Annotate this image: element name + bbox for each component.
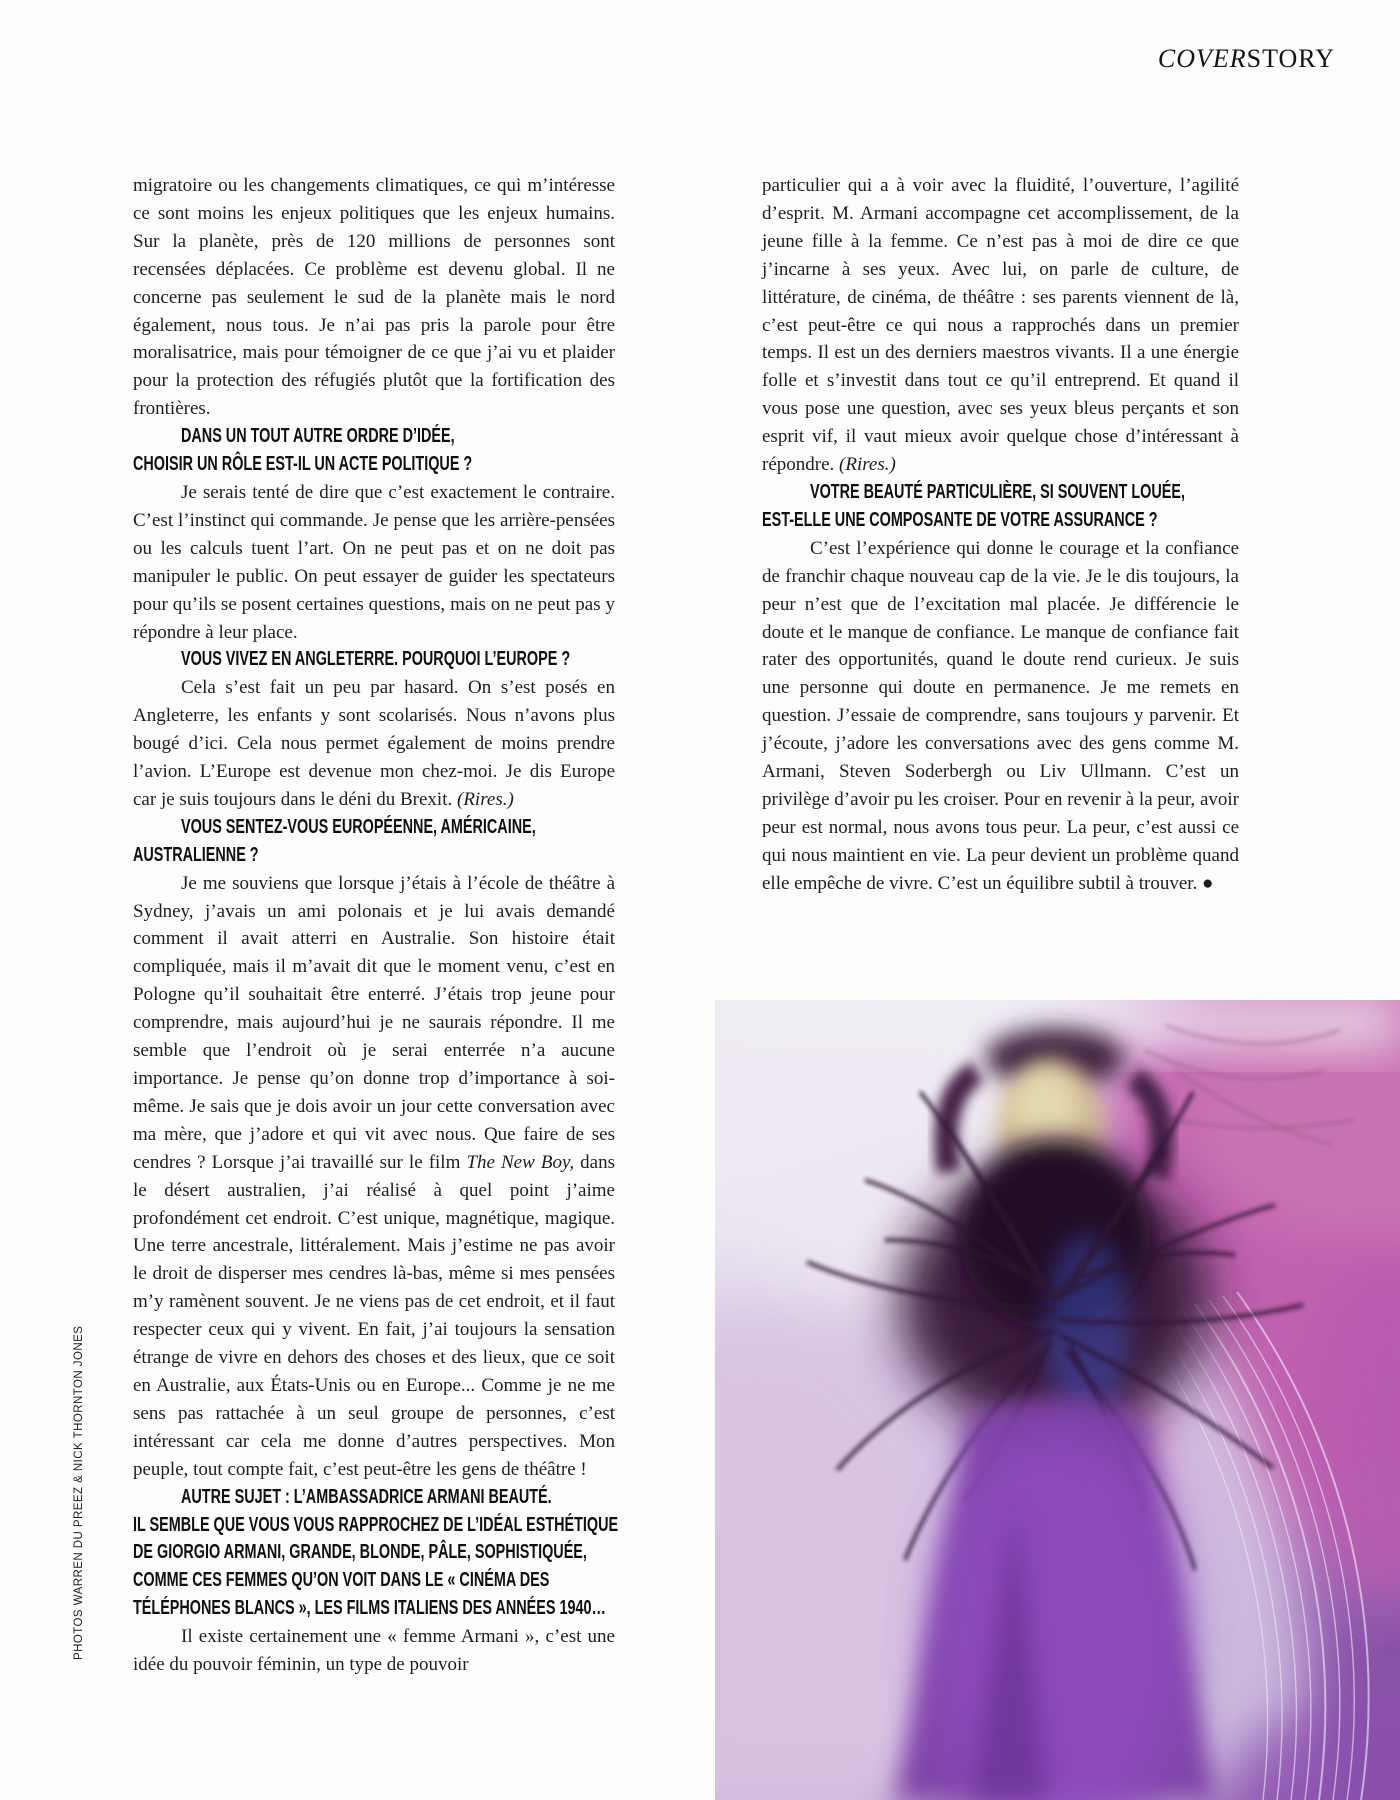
interview-answer: [133, 674, 615, 814]
article-column-left: [133, 172, 619, 1679]
interview-question: [133, 646, 615, 674]
question-line: TÉLÉPHONES BLANCS », LES FILMS ITALIENS DES ANNÉES 1940…: [133, 1597, 606, 1620]
question-line: COMME CES FEMMES QU’ON VOIT DANS LE « CINÉMA DES: [133, 1569, 550, 1592]
interview-question: [133, 1484, 619, 1624]
question-line: VOUS VIVEZ EN ANGLETERRE. POURQUOI L’EUROPE ?: [181, 648, 571, 671]
question-line: VOTRE BEAUTÉ PARTICULIÈRE, SI SOUVENT LOUÉE,: [810, 480, 1185, 503]
question-line: AUTRE SUJET : L’AMBASSADRICE ARMANI BEAUTÉ.: [181, 1485, 552, 1508]
answer-paragraph: Je serais tenté de dire que c’est exactement le contraire. C’est l’instinct qui commande. Je pense que les arrière-pensées ou les calculs tuent l’art. On ne peut pas et on ne doit pas manipuler le public. On peut essayer de guider les spectateurs pour qu’ils se posent certaines questions, mais on ne peut pas y répondre à leur place.: [133, 481, 615, 643]
interview-answer: [762, 535, 1239, 898]
section-header-story: STORY: [1246, 44, 1335, 73]
cover-photo: [715, 1000, 1400, 1800]
interview-answer: [133, 1623, 615, 1679]
question-line: CHOISIR UN RÔLE EST-IL UN ACTE POLITIQUE ?: [133, 453, 473, 476]
section-header-cover: COVER: [1157, 44, 1247, 73]
interview-answer: [133, 172, 615, 423]
answer-paragraph: Cela s’est fait un peu par hasard. On s’est posés en Angleterre, les enfants y sont scolarisés. Nous n’avons plus bougé d’ici. Cela nous permet également de moins prendre l’avion. L’Europe est devenue mon chez-moi. Je dis Europe car je suis toujours dans le déni du Brexit. (Rires.): [133, 677, 615, 810]
interview-question: [133, 814, 615, 870]
interview-answer: [133, 870, 615, 1484]
question-line: DE GIORGIO ARMANI, GRANDE, BLONDE, PÂLE, SOPHISTIQUÉE,: [133, 1541, 587, 1564]
question-line: VOUS SENTEZ-VOUS EUROPÉENNE, AMÉRICAINE,: [181, 815, 536, 838]
answer-paragraph: Il existe certainement une « femme Armani », c’est une idée du pouvoir féminin, un type de pouvoir: [133, 1626, 615, 1676]
question-line: AUSTRALIENNE ?: [133, 843, 259, 866]
article-column-right: [762, 172, 1239, 898]
interview-answer: [762, 172, 1239, 479]
question-line: DANS UN TOUT AUTRE ORDRE D’IDÉE,: [181, 425, 455, 448]
interview-answer: [133, 479, 615, 646]
photo-credit: PHOTOS WARREN DU PREEZ & NICK THORNTON JONES: [73, 1325, 85, 1660]
answer-paragraph: migratoire ou les changements climatiques, ce qui m’intéresse ce sont moins les enjeux politiques que les enjeux humains. Sur la planète, près de 120 millions de personnes sont recensées déplacées. Ce problème est devenu global. Il ne concerne pas seulement le sud de la planète mais le nord également, nous tous. Je n’ai pas pris la parole pour être moralisatrice, mais pour témoigner de ce que j’ai vu et plaider pour la protection des réfugiés plutôt que la fortification des frontières.: [133, 175, 615, 420]
question-line: IL SEMBLE QUE VOUS VOUS RAPPROCHEZ DE L’IDÉAL ESTHÉTIQUE: [133, 1513, 619, 1536]
answer-paragraph: Je me souviens que lorsque j’étais à l’école de théâtre à Sydney, j’avais un ami polonais et je lui avais demandé comment il avait atterri en Australie. Son histoire était compliquée, mais il m’avait dit que le moment venu, c’est en Pologne qu’il souhaitait être enterré. J’étais trop jeune pour comprendre, mais aujourd’hui je ne saurais répondre. Il me semble que l’endroit où je serai enterrée n’a aucune importance. Je pense qu’on donne trop d’importance à soi-même. Je sais que je dois avoir un jour cette conversation avec ma mère, que j’adore et qui vit avec nous. Que faire de ses cendres ? Lorsque j’ai travaillé sur le film The New Boy, dans le désert australien, j’ai réalisé à quel point j’aime profondément cet endroit. C’est unique, magnétique, magique. Une terre ancestrale, littéralement. Mais j’estime ne pas avoir le droit de disperser mes cendres là-bas, même si mes pensées m’y ramènent souvent. Je ne viens pas de cet endroit, et il faut respecter ceux qui y vivent. En fait, j’ai toujours la sensation étrange de vivre en dehors des choses et des lieux, que ce soit en Australie, aux États-Unis ou en Europe... Comme je ne me sens pas rattachée à un seul groupe de personnes, c’est intéressant car cela me donne d’autres perspectives. Mon peuple, tout compte fait, c’est peut-être les gens de théâtre !: [133, 872, 616, 1480]
question-line: EST-ELLE UNE COMPOSANTE DE VOTRE ASSURANCE ?: [762, 508, 1158, 531]
answer-paragraph: C’est l’expérience qui donne le courage et la confiance de franchir chaque nouveau cap de la vie. Je le dis toujours, la peur n’est que de l’excitation mal placée. Je différencie le doute et le manque de confiance. Le manque de confiance fait rater des opportunités, quand le doute rend curieux. Je suis une personne qui doute en permanence. Je me remets en question. J’essaie de comprendre, sans toujours y parvenir. Et j’écoute, j’adore les conversations avec des gens comme M. Armani, Steven Soderbergh ou Liv Ullmann. C’est un privilège d’avoir pu les croiser. Pour en revenir à la peur, avoir peur est normal, nous avons tous peur. La peur, c’est aussi ce qui nous maintient en vie. La peur devient un problème quand elle empêche de vivre. C’est un équilibre subtil à trouver. ●: [762, 537, 1239, 894]
interview-question: [133, 423, 615, 479]
answer-paragraph: particulier qui a à voir avec la fluidité, l’ouverture, l’agilité d’esprit. M. Armani accompagne cet accomplissement, de la jeune fille à la femme. Ce n’est pas à moi de dire ce que j’incarne à ses yeux. Avec lui, on parle de culture, de littérature, de cinéma, de théâtre : ses parents viennent de là, c’est peut-être ce qui nous a rapprochés dans un premier temps. Il est un des derniers maestros vivants. Il a une énergie folle et s’investit dans tout ce qu’il entreprend. Et quand il vous pose une question, avec ses yeux bleus perçants et son esprit vif, il vaut mieux avoir quelque chose d’intéressant à répondre. (Rires.): [762, 175, 1239, 476]
interview-question: [762, 479, 1239, 535]
section-header: [1158, 44, 1335, 74]
